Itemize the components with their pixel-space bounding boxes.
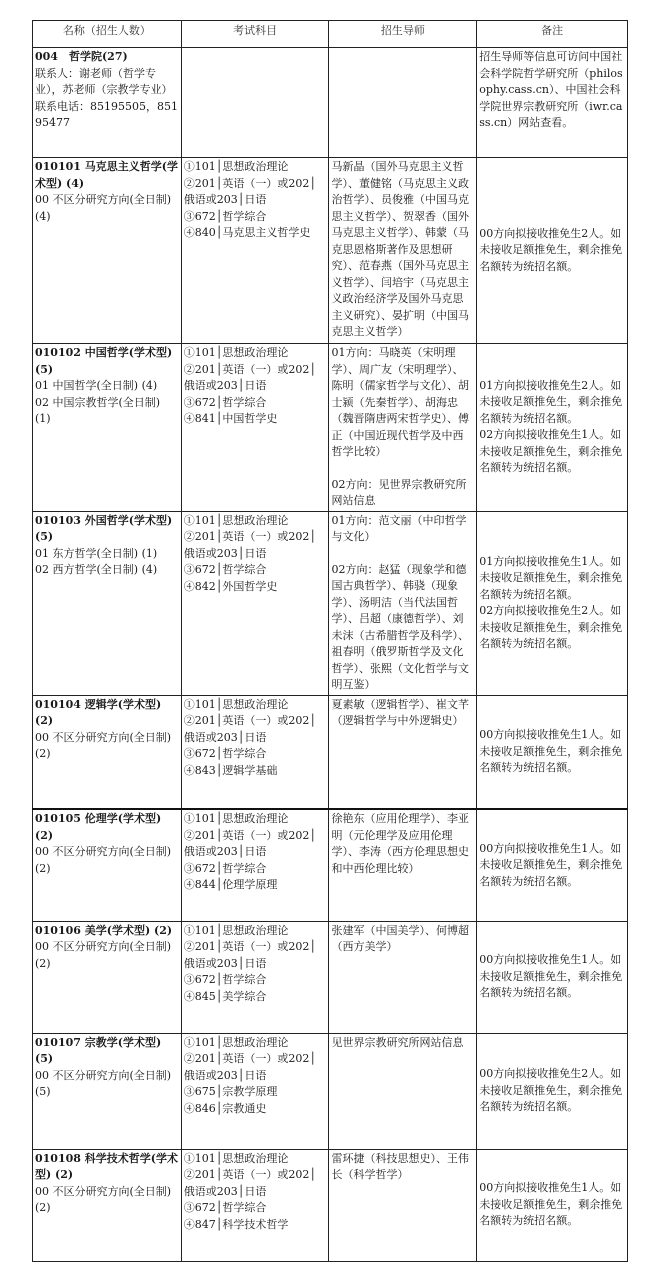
program-title: 010105 伦理学(学术型) (2) <box>35 812 162 842</box>
program-direction: 02 中国宗教哲学(全日制) (1) <box>35 395 161 425</box>
program-title: 010102 中国哲学(学术型) (5) <box>35 346 173 376</box>
program-notes-cell <box>477 809 628 921</box>
college-contact: 联系人：谢老师（哲学专业），苏老师（宗教学专业） <box>35 66 173 96</box>
program-name-cell <box>33 695 182 809</box>
exam-subject: ②201│英语（一）或202│俄语或203│日语 <box>183 940 316 970</box>
advisor-group: 雷环捷（科技思想史）、王伟长（科学哲学） <box>331 1151 469 1181</box>
college-phone: 联系电话：85195505，85195477 <box>35 99 178 129</box>
exam-subject: ④845│美学综合 <box>183 989 267 1003</box>
program-row <box>33 511 628 695</box>
program-advisors-cell <box>329 695 477 809</box>
exam-subject: ②201│英语（一）或202│俄语或203│日语 <box>183 530 316 560</box>
program-title: 010108 科学技术哲学(学术型) (2) <box>35 1151 178 1181</box>
program-advisors-cell <box>329 921 477 1033</box>
program-name-cell <box>33 1033 182 1149</box>
spacer <box>331 546 474 562</box>
program-name-cell <box>33 921 182 1033</box>
program-row <box>33 809 628 921</box>
exam-subject: ③672│哲学综合 <box>183 395 267 409</box>
program-note: 00方向拟接收推免生1人。如未接收足额推免生，剩余推免名额转为统招名额。 <box>479 953 623 1000</box>
exam-subject: ④844│伦理学原理 <box>183 878 278 891</box>
program-advisors-cell <box>329 344 477 512</box>
program-notes-cell <box>477 158 628 344</box>
program-advisors-cell <box>329 809 477 921</box>
advisor-group: 夏素敏（逻辑哲学）、崔文芊（逻辑哲学与中外逻辑史） <box>331 697 469 727</box>
program-notes-cell <box>477 695 628 809</box>
program-note: 00方向拟接收推免生1人。如未接收足额推免生，剩余推免名额转为统招名额。 <box>479 841 623 888</box>
program-name-cell <box>33 344 182 512</box>
program-exams-cell <box>181 921 329 1033</box>
program-exams-cell <box>181 1033 329 1149</box>
program-exams-cell <box>181 695 329 809</box>
exam-subject: ①101│思想政治理论 <box>183 160 289 173</box>
college-exams-empty <box>181 48 329 158</box>
program-row <box>33 1033 628 1149</box>
exam-subject: ②201│英语（一）或202│俄语或203│日语 <box>183 1052 316 1082</box>
program-exams-cell <box>181 1149 329 1261</box>
program-row <box>33 158 628 344</box>
exam-subject: ②201│英语（一）或202│俄语或203│日语 <box>183 828 316 858</box>
program-note: 02方向拟接收推免生1人。如未接收足额推免生，剩余推免名额转为统招名额。 <box>479 428 623 475</box>
exam-subject: ①101│思想政治理论 <box>183 513 289 527</box>
exam-subject: ②201│英语（一）或202│俄语或203│日语 <box>183 362 316 392</box>
program-exams-cell <box>181 344 329 512</box>
exam-subject: ④843│逻辑学基础 <box>183 763 278 777</box>
header-name: 名称（招生人数） <box>33 21 182 48</box>
program-title: 010101 马克思主义哲学(学术型) (4) <box>35 160 178 190</box>
exam-subject: ①101│思想政治理论 <box>183 923 289 937</box>
advisor-group: 02方向：见世界宗教研究所网站信息 <box>331 477 467 507</box>
college-note: 招生导师等信息可访问中国社会科学院哲学研究所（philosophy.cass.cn）、中国社会科学院世界宗教研究所（iwr.cass.cn）网站查看。 <box>477 48 628 158</box>
exam-subject: ③672│哲学综合 <box>183 209 267 223</box>
program-note: 01方向拟接收推免生1人。如未接收足额推免生，剩余推免名额转为统招名额。 <box>479 554 623 601</box>
program-direction: 01 中国哲学(全日制) (4) <box>35 379 158 392</box>
exam-subject: ④840│马克思主义哲学史 <box>183 226 311 239</box>
advisor-group: 01方向：马晓英（宋明理学）、周广友（宋明理学）、陈明（儒家哲学与文化）、胡士颍（先秦哲学）、胡海忠（魏晋隋唐两宋哲学史）、傅正（中国近现代哲学及中西哲学比较） <box>331 346 469 458</box>
program-direction: 00 不区分研究方向(全日制) (5) <box>35 1068 172 1098</box>
exam-subject: ①101│思想政治理论 <box>183 1035 289 1049</box>
exam-subject: ③672│哲学综合 <box>183 747 267 760</box>
program-advisors-cell <box>329 158 477 344</box>
program-notes-cell <box>477 511 628 695</box>
program-name-cell <box>33 511 182 695</box>
program-advisors-cell <box>329 1149 477 1261</box>
exam-subject: ③672│哲学综合 <box>183 1201 267 1214</box>
spacer <box>331 461 474 477</box>
program-direction: 00 不区分研究方向(全日制) (2) <box>35 1184 172 1214</box>
advisor-group: 02方向：赵猛（现象学和德国古典哲学）、韩骁（现象学）、汤明洁（当代法国哲学）、吕超（康德哲学）、刘未沫（古希腊哲学及科学）、祖春明（俄罗斯哲学及文化哲学）、张熙（文化哲学与文明互鉴） <box>331 562 469 691</box>
exam-subject: ②201│英语（一）或202│俄语或203│日语 <box>183 176 316 206</box>
exam-subject: ④842│外国哲学史 <box>183 579 278 593</box>
program-note: 02方向拟接收推免生2人。如未接收足额推免生，剩余推免名额转为统招名额。 <box>479 604 623 650</box>
exam-subject: ③672│哲学综合 <box>183 563 267 576</box>
program-title: 010104 逻辑学(学术型) (2) <box>35 697 162 727</box>
program-exams-cell <box>181 511 329 695</box>
program-direction: 00 不区分研究方向(全日制) (4) <box>35 193 172 223</box>
exam-subject: ③675│宗教学原理 <box>183 1085 278 1098</box>
program-notes-cell <box>477 1033 628 1149</box>
exam-subject: ①101│思想政治理论 <box>183 697 289 711</box>
program-note: 01方向拟接收推免生2人。如未接收足额推免生，剩余推免名额转为统招名额。 <box>479 378 623 425</box>
exam-subject: ②201│英语（一）或202│俄语或203│日语 <box>183 1168 316 1198</box>
program-direction: 00 不区分研究方向(全日制) (2) <box>35 730 172 760</box>
advisor-group: 马新晶（国外马克思主义哲学）、董健铭（马克思主义政治哲学）、员俊雅（中国马克思主义哲学）、贺翠香（国外马克思主义哲学）、韩蒙（马克思恩格斯著作及思想研究）、范春燕（国外马克思主义哲学）、闫培宇（马克思主义政治经济学及国外马克思主义研究）、晏扩明（中国马克思主义哲学） <box>331 160 469 338</box>
program-direction: 00 不区分研究方向(全日制) (2) <box>35 940 172 970</box>
program-name-cell <box>33 158 182 344</box>
exam-subject: ①101│思想政治理论 <box>183 812 289 825</box>
exam-subject: ①101│思想政治理论 <box>183 1151 289 1165</box>
college-advisors-empty <box>329 48 477 158</box>
program-row <box>33 695 628 809</box>
header-notes: 备注 <box>477 21 628 48</box>
table-header-row <box>33 21 628 48</box>
program-name-cell <box>33 1149 182 1261</box>
advisor-group: 张建军（中国美学）、何博超（西方美学） <box>331 923 469 953</box>
exam-subject: ④846│宗教通史 <box>183 1101 267 1115</box>
advisor-group: 01方向：范文丽（中印哲学与文化） <box>331 513 467 543</box>
college-info <box>33 48 182 158</box>
exam-subject: ③672│哲学综合 <box>183 861 267 875</box>
exam-subject: ③672│哲学综合 <box>183 973 267 986</box>
program-name-cell <box>33 809 182 921</box>
program-row <box>33 1149 628 1261</box>
program-note: 00方向拟接收推免生2人。如未接收足额推免生，剩余推免名额转为统招名额。 <box>479 226 623 273</box>
exam-subject: ①101│思想政治理论 <box>183 346 289 359</box>
advisor-group: 徐艳东（应用伦理学）、李亚明（元伦理学及应用伦理学）、李涛（西方伦理思想史和中西伦理比较） <box>331 812 469 875</box>
college-row <box>33 48 628 158</box>
program-row <box>33 921 628 1033</box>
program-note: 00方向拟接收推免生1人。如未接收足额推免生，剩余推免名额转为统招名额。 <box>479 728 623 774</box>
program-exams-cell <box>181 158 329 344</box>
program-direction: 01 东方哲学(全日制) (1) <box>35 546 158 560</box>
program-note: 00方向拟接收推免生1人。如未接收足额推免生，剩余推免名额转为统招名额。 <box>479 1181 623 1228</box>
program-title: 010107 宗教学(学术型) (5) <box>35 1035 162 1065</box>
program-direction: 02 西方哲学(全日制) (4) <box>35 563 158 576</box>
exam-subject: ④847│科学技术哲学 <box>183 1217 289 1231</box>
advisor-group: 见世界宗教研究所网站信息 <box>331 1035 464 1049</box>
program-notes-cell <box>477 1149 628 1261</box>
program-exams-cell <box>181 809 329 921</box>
program-advisors-cell <box>329 511 477 695</box>
program-direction: 00 不区分研究方向(全日制) (2) <box>35 845 172 875</box>
exam-subject: ②201│英语（一）或202│俄语或203│日语 <box>183 714 316 744</box>
program-row <box>33 344 628 512</box>
college-name: 004 哲学院(27) <box>35 50 128 63</box>
program-notes-cell <box>477 921 628 1033</box>
program-advisors-cell <box>329 1033 477 1149</box>
exam-subject: ④841│中国哲学史 <box>183 412 278 425</box>
program-note: 00方向拟接收推免生2人。如未接收足额推免生，剩余推免名额转为统招名额。 <box>479 1067 623 1114</box>
admissions-table <box>32 20 628 1262</box>
header-advisors: 招生导师 <box>329 21 477 48</box>
header-exams: 考试科目 <box>181 21 329 48</box>
program-title: 010106 美学(学术型) (2) <box>35 923 173 937</box>
program-title: 010103 外国哲学(学术型) (5) <box>35 513 173 543</box>
program-notes-cell <box>477 344 628 512</box>
